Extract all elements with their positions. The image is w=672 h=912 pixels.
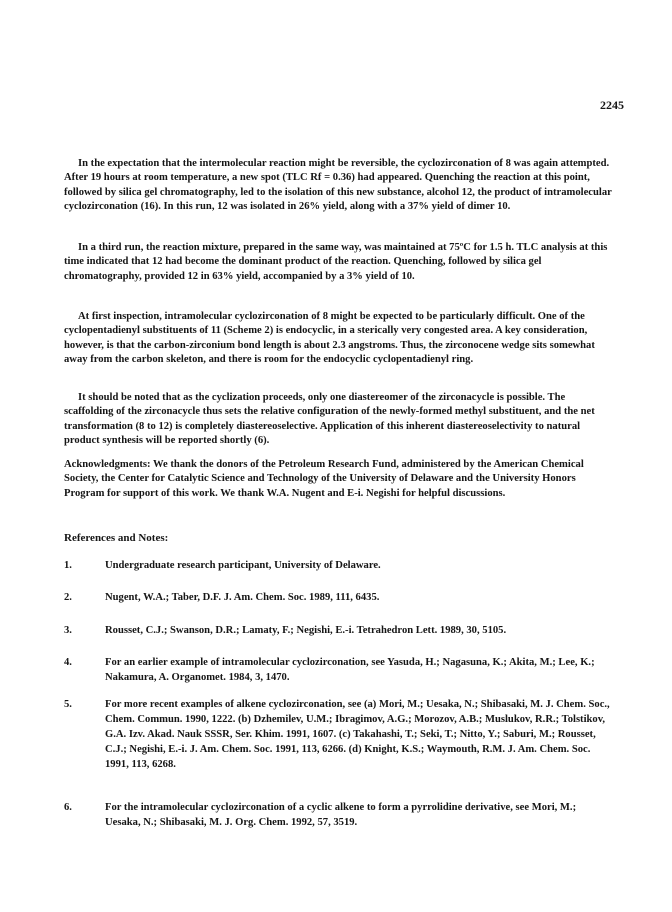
reference-item (64, 590, 612, 623)
paragraph-1: In the expectation that the intermolecular reaction might be reversible, the cyclozirconation of 8 was again attempted. After 19 hours at room temperature, a new spot (TLC Rf = 0.36) had appeared. Quenching the reaction at this point, followed by silica gel chromatography, led to the isolation of this new substance, alcohol 12, the product of intramolecular cyclozirconation (16). In this run, 12 was isolated in 26% yield, along with a 37% yield of dimer 10. (64, 158, 612, 213)
reference-number: 3. (64, 625, 72, 636)
reference-text: Nugent, W.A.; Taber, D.F. J. Am. Chem. Soc. 1989, 111, 6435. (105, 592, 380, 603)
reference-item (64, 623, 612, 655)
reference-number: 1. (64, 560, 72, 571)
paragraph-2: In a third run, the reaction mixture, prepared in the same way, was maintained at 75ºC for 1.5 h. TLC analysis at this time indicated that 12 had become the dominant product of the reaction. Quenching, followed by silica gel chromatography, provided 12 in 63% yield, accompanied by a 3% yield of 10. (64, 242, 608, 282)
reference-number: 6. (64, 802, 72, 813)
reference-text: Rousset, C.J.; Swanson, D.R.; Lamaty, F.; Negishi, E.-i. Tetrahedron Lett. 1989, 30, 5105. (105, 625, 507, 636)
page-number: 2245 (600, 98, 624, 112)
reference-text: For an earlier example of intramolecular cyclozirconation, see Yasuda, H.; Nagasuna, K.; Akita, M.; Lee, K.; Nakamura, A. Organomet. 1984, 3, 1470. (105, 657, 595, 683)
reference-text: Undergraduate research participant, University of Delaware. (105, 560, 381, 571)
reference-number: 2. (64, 592, 72, 603)
reference-text: For the intramolecular cyclozirconation of a cyclic alkene to form a pyrrolidine derivative, see Mori, M.; Uesaka, N.; Shibasaki, M. J. Org. Chem. 1992, 57, 3519. (105, 802, 577, 828)
reference-text: For more recent examples of alkene cyclozirconation, see (a) Mori, M.; Uesaka, N.; Shibasaki, M. J. Chem. Soc., Chem. Commun. 1990, 1222. (b) Dzhemilev, U.M.; Ibragimov, A.G.; Morozov, A.B.; Muslukov, R.R.; Tolstikov, G.A. Izv. Akad. Nauk SSSR, Ser. Khim. 1991, 1607. (c) Takahashi, T.; Seki, T.; Nitto, Y.; Saburi, M.; Rousset, C.J.; Negishi, E.-i. J. Am. Chem. Soc. 1991, 113, 6266. (d) Knight, K.S.; Waymouth, R.M. J. Am. Chem. Soc. 1991, 113, 6268. (105, 699, 610, 770)
acknowledgments: Acknowledgments: We thank the donors of the Petroleum Research Fund, administered by the American Chemical Society, the Center for Catalytic Science and Technology of the University of Delaware and the University Honors Program for support of this work. We thank W.A. Nugent and E-i. Negishi for helpful discussions. (64, 459, 584, 499)
reference-item (64, 697, 612, 800)
reference-number: 5. (64, 699, 72, 710)
references-list (64, 558, 612, 836)
paragraph-4: It should be noted that as the cyclization proceeds, only one diastereomer of the zirconacycle is possible. The scaffolding of the zirconacycle thus sets the relative configuration of the newly-formed methyl substituent, and the net transformation (8 to 12) is completely diastereoselective. Application of this inherent diastereoselectivity to natural product synthesis will be reported shortly (6). (64, 392, 595, 447)
reference-item (64, 800, 612, 836)
references-heading: References and Notes: (64, 532, 169, 544)
reference-item (64, 655, 612, 697)
reference-number: 4. (64, 657, 72, 668)
reference-item (64, 558, 612, 590)
paragraph-3: At first inspection, intramolecular cyclozirconation of 8 might be expected to be particularly difficult. One of the cyclopentadienyl substituents of 11 (Scheme 2) is endocyclic, in a sterically very congested area. A key consideration, however, is that the carbon-zirconium bond length is about 2.3 angstroms. Thus, the zirconocene wedge sits somewhat away from the carbon skeleton, and there is room for the endocyclic cyclopentadienyl ring. (64, 311, 595, 366)
